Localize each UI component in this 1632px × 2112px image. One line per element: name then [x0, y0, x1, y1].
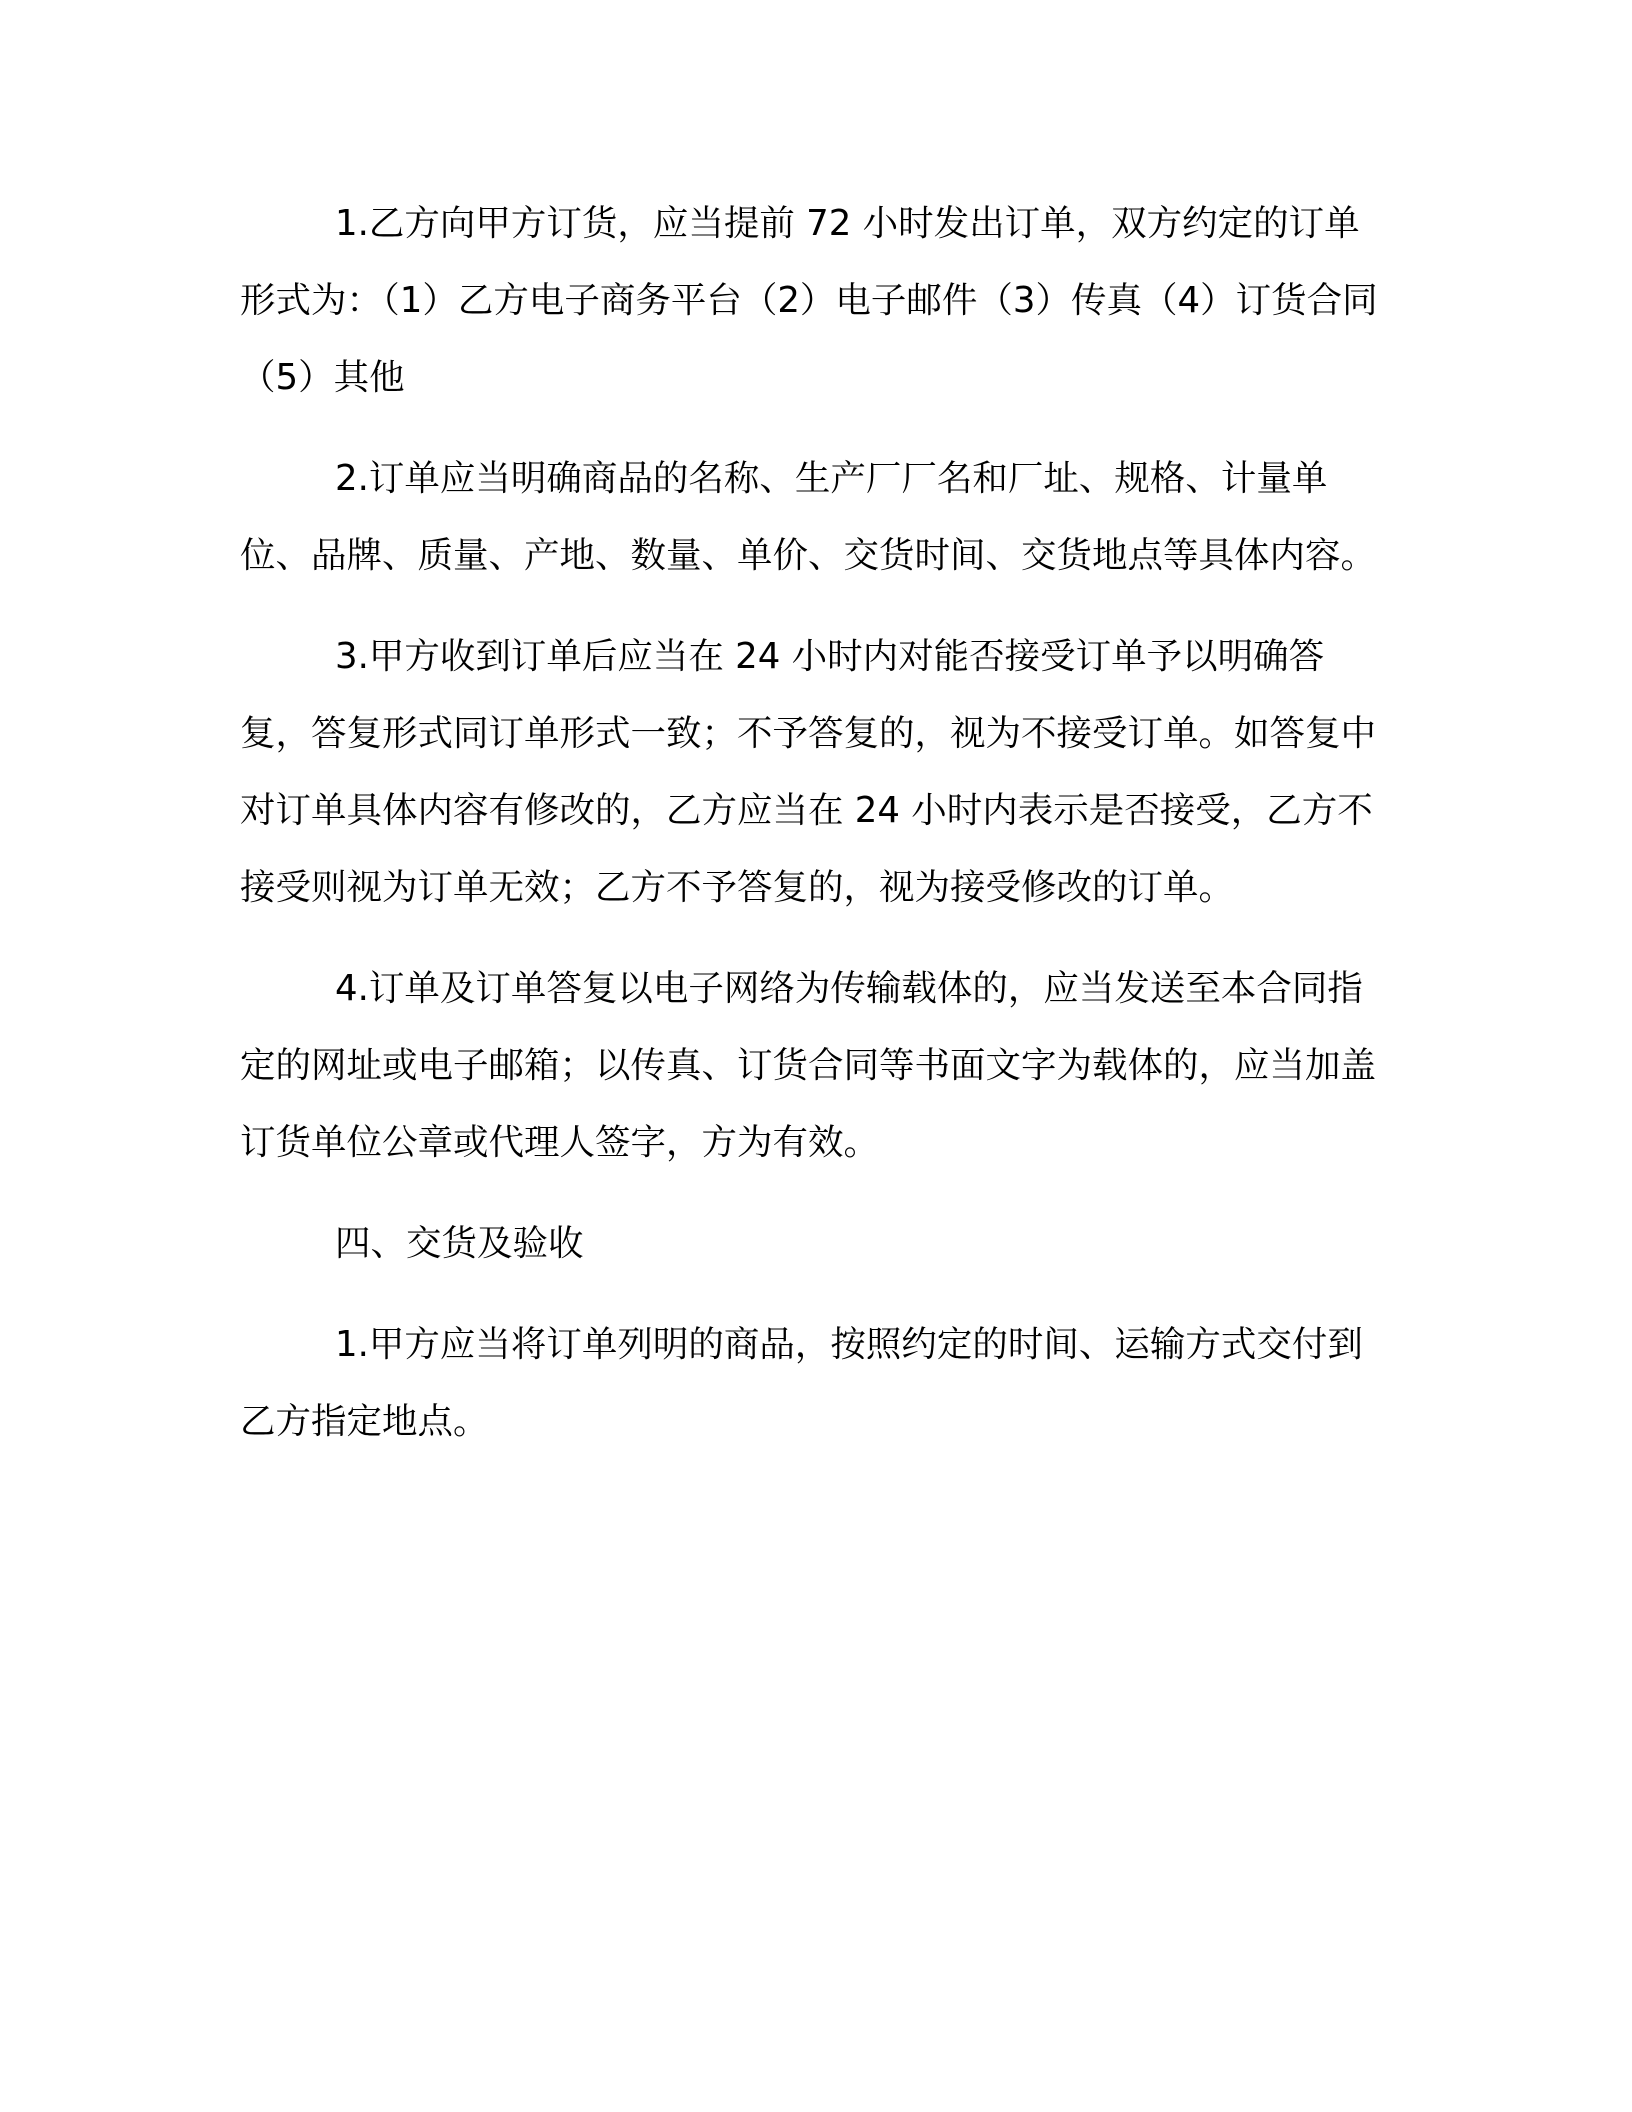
- paragraph-order-transmission: 4.订单及订单答复以电子网络为传输载体的，应当发送至本合同指定的网址或电子邮箱；以传真、订货合同等书面文字为载体的，应当加盖订货单位公章或代理人签字，方为有效。: [240, 968, 1377, 1163]
- paragraph-order-reply: 3.甲方收到订单后应当在 24 小时内对能否接受订单予以明确答复，答复形式同订单形式一致；不予答复的，视为不接受订单。如答复中对订单具体内容有修改的，乙方应当在 24 小时内表示是否接受，乙方不接受则视为订单无效；乙方不予答复的，视为接受修改的订单。: [240, 636, 1377, 908]
- paragraph-order-placement: 1.乙方向甲方订货，应当提前 72 小时发出订单，双方约定的订单形式为：（1）乙方电子商务平台（2）电子邮件（3）传真（4）订货合同（5）其他: [240, 203, 1378, 398]
- paragraph-delivery-terms: 1.甲方应当将订单列明的商品，按照约定的时间、运输方式交付到乙方指定地点。: [240, 1324, 1363, 1442]
- document-page: [240, 185, 1380, 1484]
- section-heading-delivery: 四、交货及验收: [335, 1223, 584, 1264]
- paragraph-order-contents: 2.订单应当明确商品的名称、生产厂厂名和厂址、规格、计量单位、品牌、质量、产地、数量、单价、交货时间、交货地点等具体内容。: [240, 458, 1377, 576]
